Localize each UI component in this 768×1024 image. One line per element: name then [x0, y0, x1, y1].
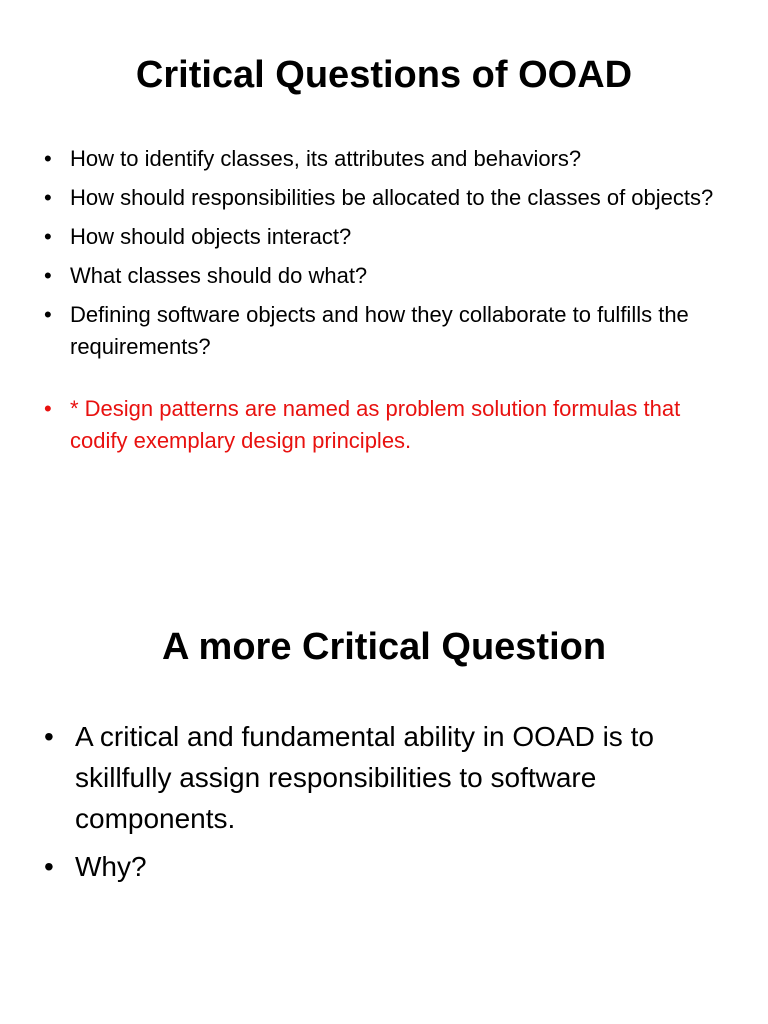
slide-title: Critical Questions of OOAD	[135, 54, 633, 96]
bullet-icon: •	[44, 302, 52, 327]
bullet-icon: •	[44, 851, 54, 882]
list-item	[44, 299, 734, 363]
bullet-icon: •	[44, 224, 52, 249]
list-item	[44, 182, 734, 214]
bullet-icon: •	[44, 146, 52, 171]
list-item	[44, 221, 734, 253]
bullet-text: Defining software objects and how they collaborate to fulfills the requirements?	[70, 302, 689, 359]
bullet-icon: •	[44, 185, 52, 210]
bullet-icon: •	[44, 721, 54, 752]
list-item	[44, 143, 734, 175]
bullet-text: What classes should do what?	[70, 263, 368, 288]
slide-title: A more Critical Question	[161, 626, 607, 668]
bullet-list	[44, 716, 724, 894]
bullet-list	[44, 143, 734, 464]
list-item	[44, 716, 724, 839]
list-item	[44, 846, 724, 887]
bullet-text: How should responsibilities be allocated to the classes of objects?	[70, 185, 714, 210]
bullet-icon: •	[44, 263, 52, 288]
bullet-text: How should objects interact?	[70, 224, 352, 249]
bullet-text: Why?	[75, 851, 147, 882]
note-text: * Design patterns are named as problem solution formulas that codify exemplary design principles.	[70, 396, 681, 453]
bullet-icon: •	[44, 396, 52, 421]
list-item	[44, 260, 734, 292]
bullet-text: A critical and fundamental ability in OOAD is to skillfully assign responsibilities to software components.	[75, 721, 654, 834]
slide-more-critical-question	[0, 600, 768, 1024]
bullet-text: How to identify classes, its attributes and behaviors?	[70, 146, 582, 171]
design-patterns-note	[44, 393, 734, 457]
